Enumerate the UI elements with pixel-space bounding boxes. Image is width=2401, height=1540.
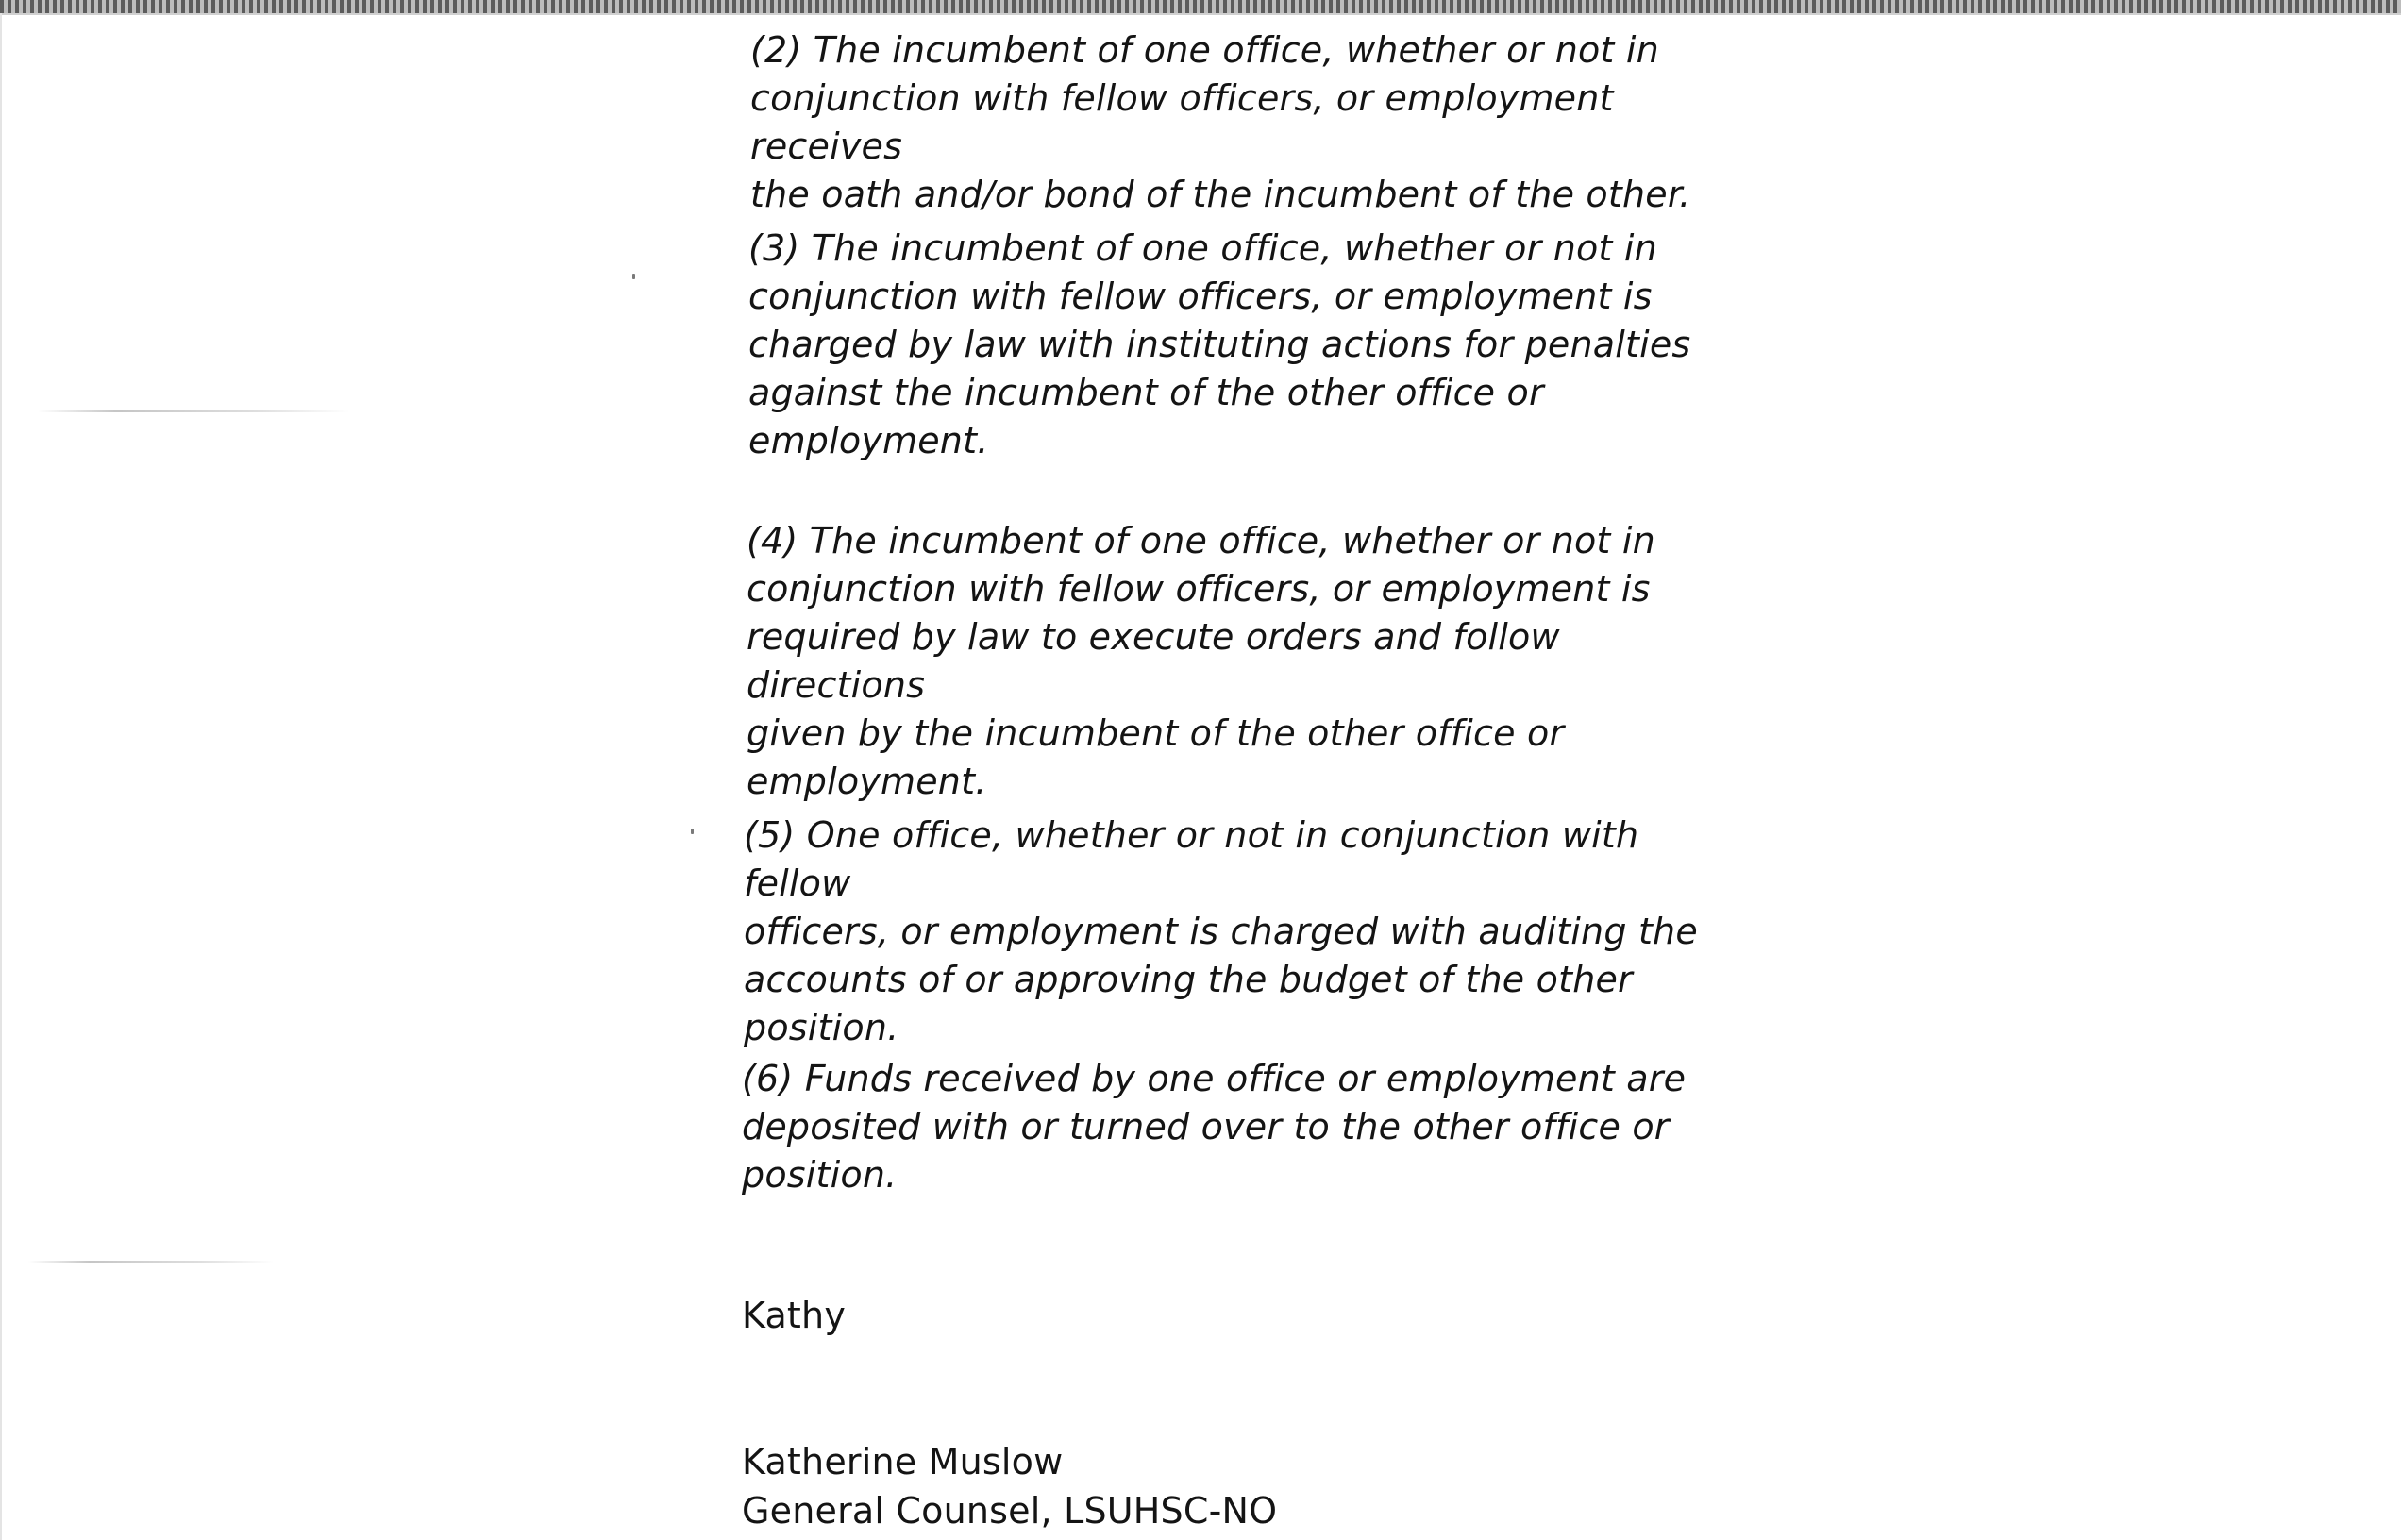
paragraph-6: (6) Funds received by one office or employment are deposited with or turned over to the other office or position. bbox=[742, 1058, 1687, 1196]
scan-smudge bbox=[28, 1261, 274, 1263]
scan-speck bbox=[632, 274, 635, 279]
signoff: Kathy bbox=[742, 1295, 847, 1336]
scan-speck bbox=[691, 829, 694, 834]
signature-title: General Counsel, LSUHSC-NO bbox=[742, 1490, 1278, 1532]
signature-name: Katherine Muslow bbox=[742, 1441, 1064, 1482]
paragraph-2: (2) The incumbent of one office, whether or not in conjunction with fellow officers, or employment receives the oath and/or bond of the incumbent of the other. bbox=[750, 29, 1691, 215]
scan-smudge bbox=[38, 410, 349, 412]
scan-border-top bbox=[0, 0, 2401, 15]
paragraph-3: (3) The incumbent of one office, whether or not in conjunction with fellow officers, or employment is charged by law with instituting actions for penalties against the incumbent of the other office or employment. bbox=[748, 227, 1691, 461]
scan-border-left bbox=[0, 13, 2, 1540]
paragraph-5: (5) One office, whether or not in conjunction with fellow officers, or employment is charged with auditing the accounts of or approving the budget of the other position. bbox=[744, 814, 1698, 1048]
paragraph-4: (4) The incumbent of one office, whether or not in conjunction with fellow officers, or employment is required by law to execute orders and follow directions given by the incumbent of the other office or employment. bbox=[747, 520, 1655, 802]
